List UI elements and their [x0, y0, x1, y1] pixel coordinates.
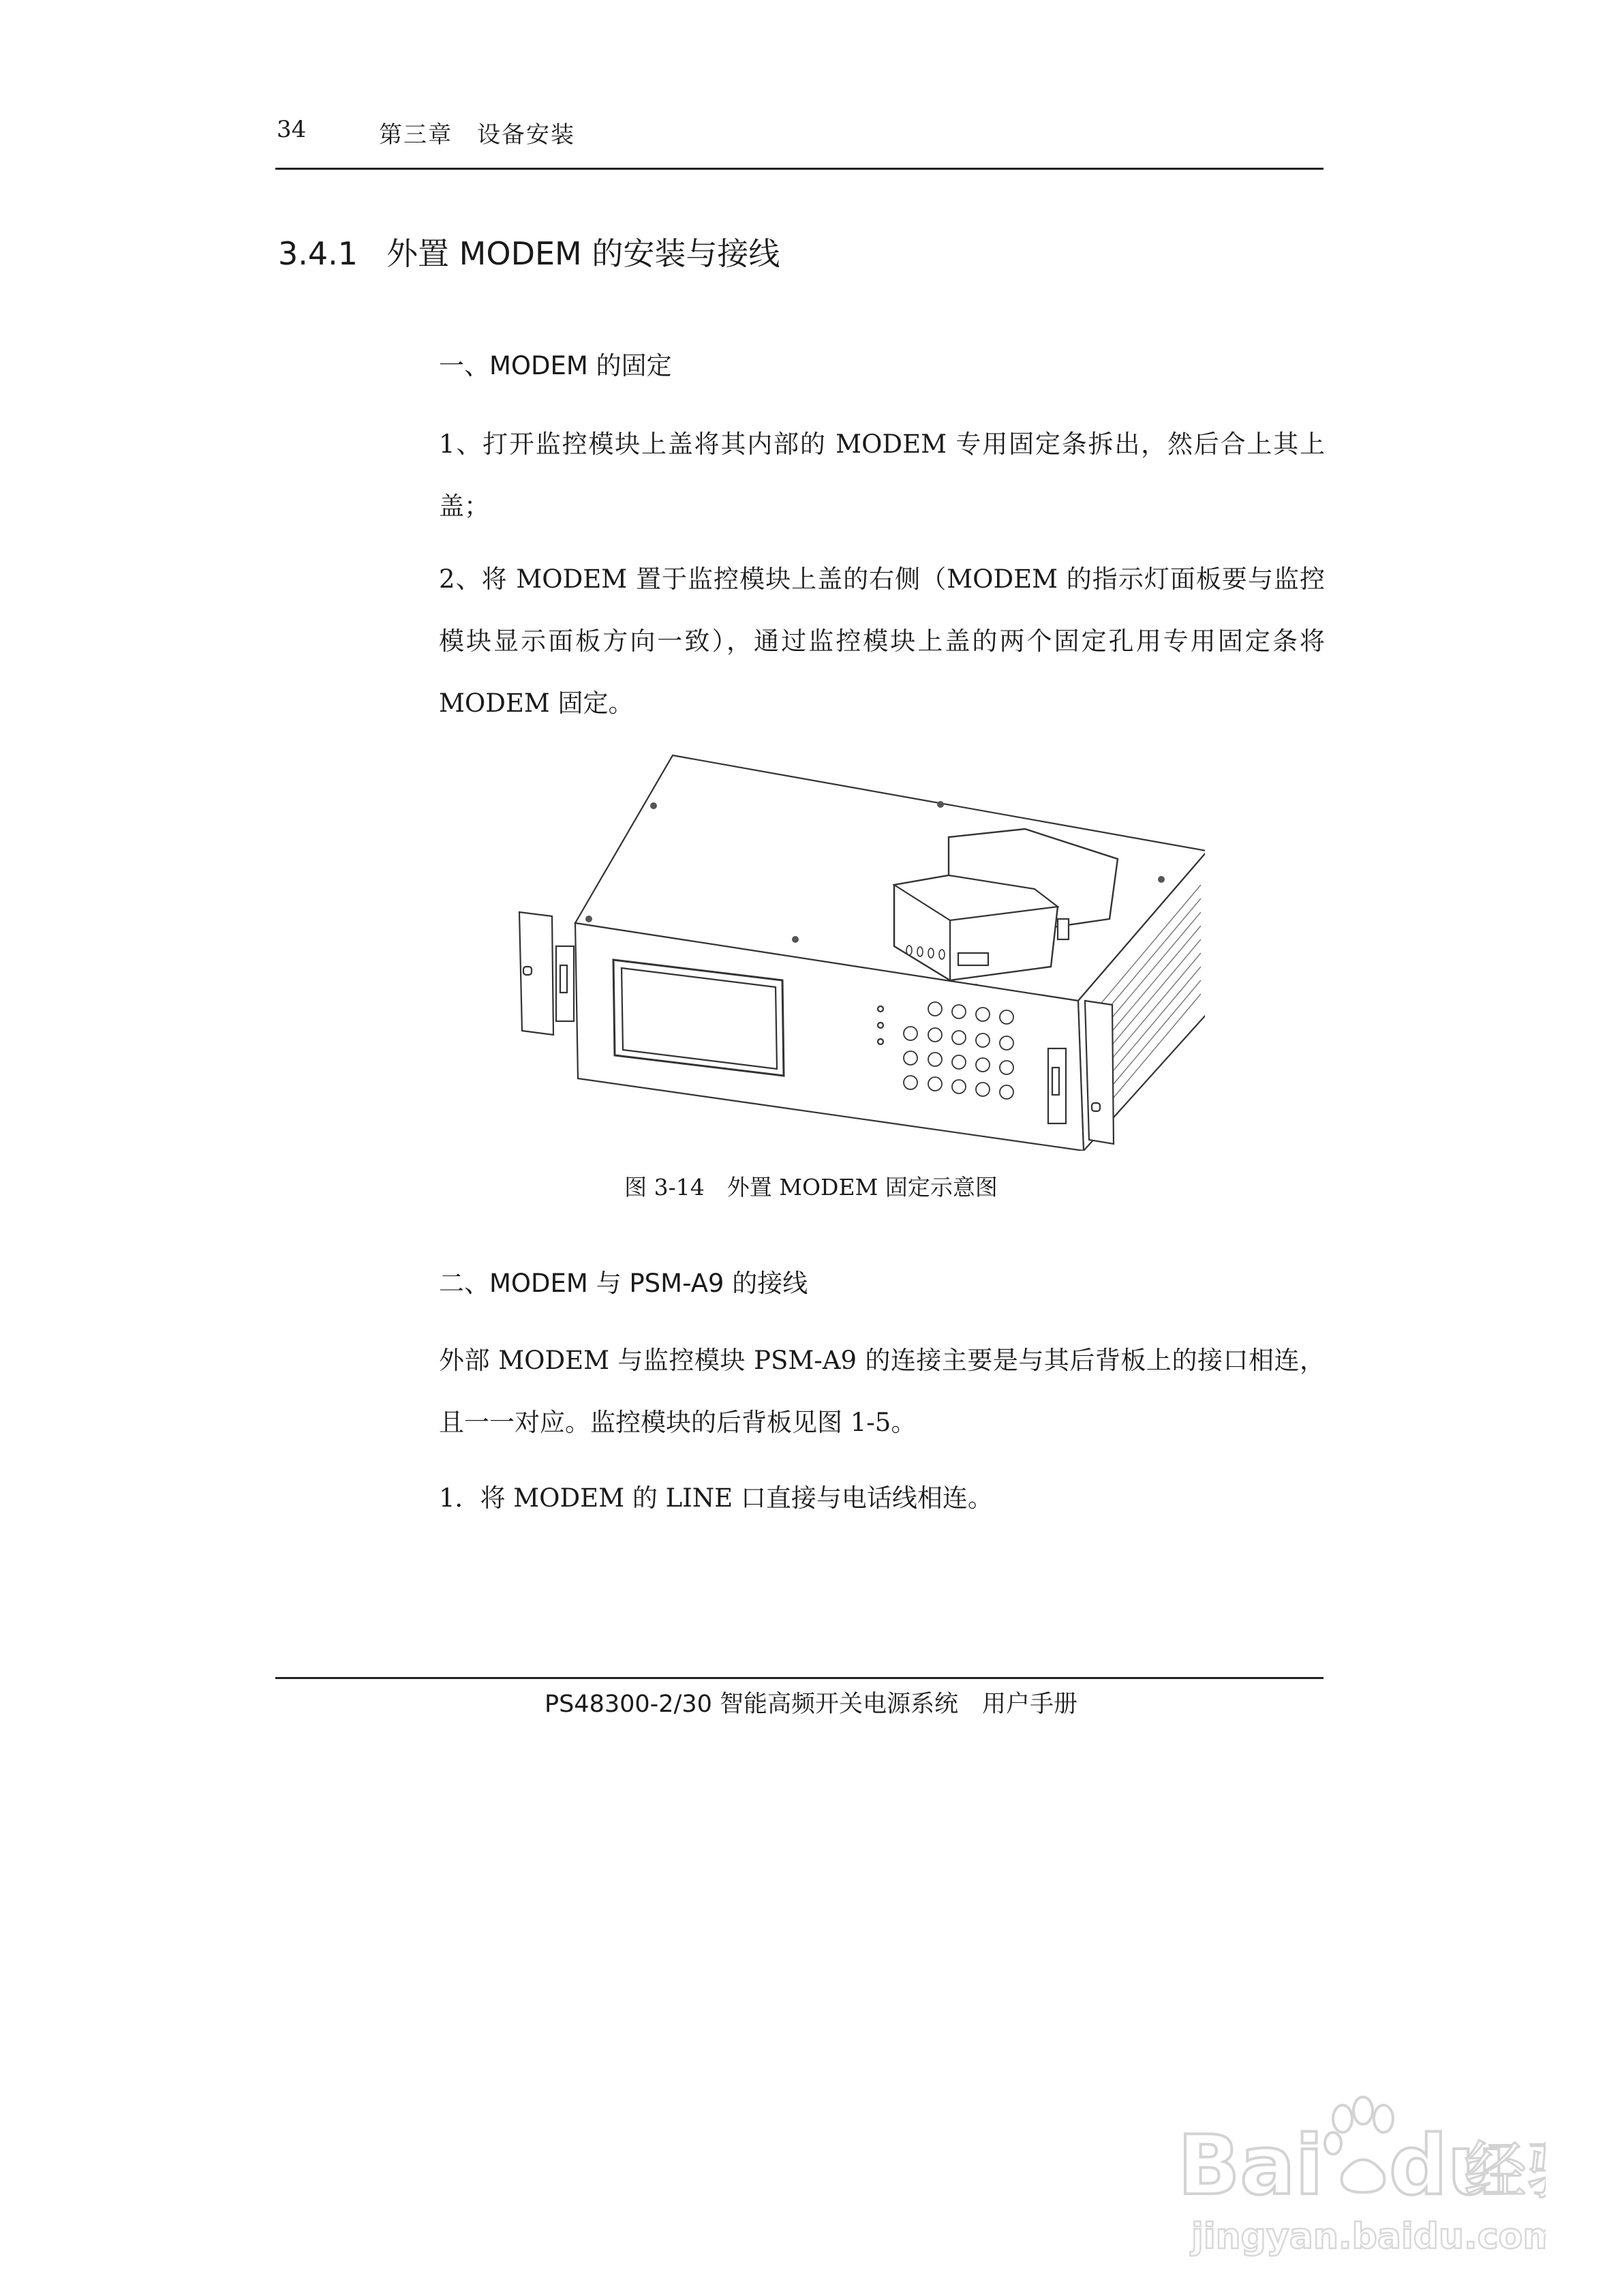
baidu-jingyan-watermark — [1164, 2078, 1546, 2269]
svg-text:du: du — [1389, 2119, 1506, 2214]
chapter-title: 第三章 设备安装 — [379, 121, 575, 149]
section-title: 外置 MODEM 的安装与接线 — [386, 235, 780, 272]
figure-caption: 图 3-14 外置 MODEM 固定示意图 — [624, 1174, 998, 1200]
footer-rule — [275, 1677, 1323, 1679]
section-number: 3.4.1 — [278, 235, 358, 272]
footer-text: PS48300-2/30 智能高频开关电源系统 用户手册 — [544, 1691, 1077, 1718]
header-rule — [275, 168, 1323, 170]
part1-step2: 2、将 MODEM 置于监控模块上盖的右侧（MODEM 的指示灯面板要与监控模块显示面板方向一致），通过监控模块上盖的两个固定孔用专用固定条将 MODEM 固定。 — [439, 564, 1325, 718]
part2-heading: 二、MODEM 与 PSM-A9 的接线 — [439, 1269, 808, 1298]
section-heading — [278, 229, 780, 274]
part1-step1: 1、打开监控模块上盖将其内部的 MODEM 专用固定条拆出，然后合上其上盖； — [439, 429, 1325, 521]
svg-text:经验: 经 — [1464, 2134, 1527, 2207]
part2-intro: 外部 MODEM 与监控模块 PSM-A9 的连接主要是与其后背板上的接口相连，且一一对应。监控模块的后背板见图 1-5。 — [439, 1346, 1325, 1437]
watermark-url: jingyan.baidu.com — [1191, 2216, 1546, 2257]
part1-heading: 一、MODEM 的固定 — [439, 351, 672, 380]
svg-text:Bai: Bai — [1178, 2119, 1323, 2214]
part2-step1: 1．将 MODEM 的 LINE 口直接与电话线相连。 — [439, 1483, 993, 1513]
figure-rack-modem — [512, 749, 1205, 1151]
page-number: 34 — [277, 116, 307, 143]
